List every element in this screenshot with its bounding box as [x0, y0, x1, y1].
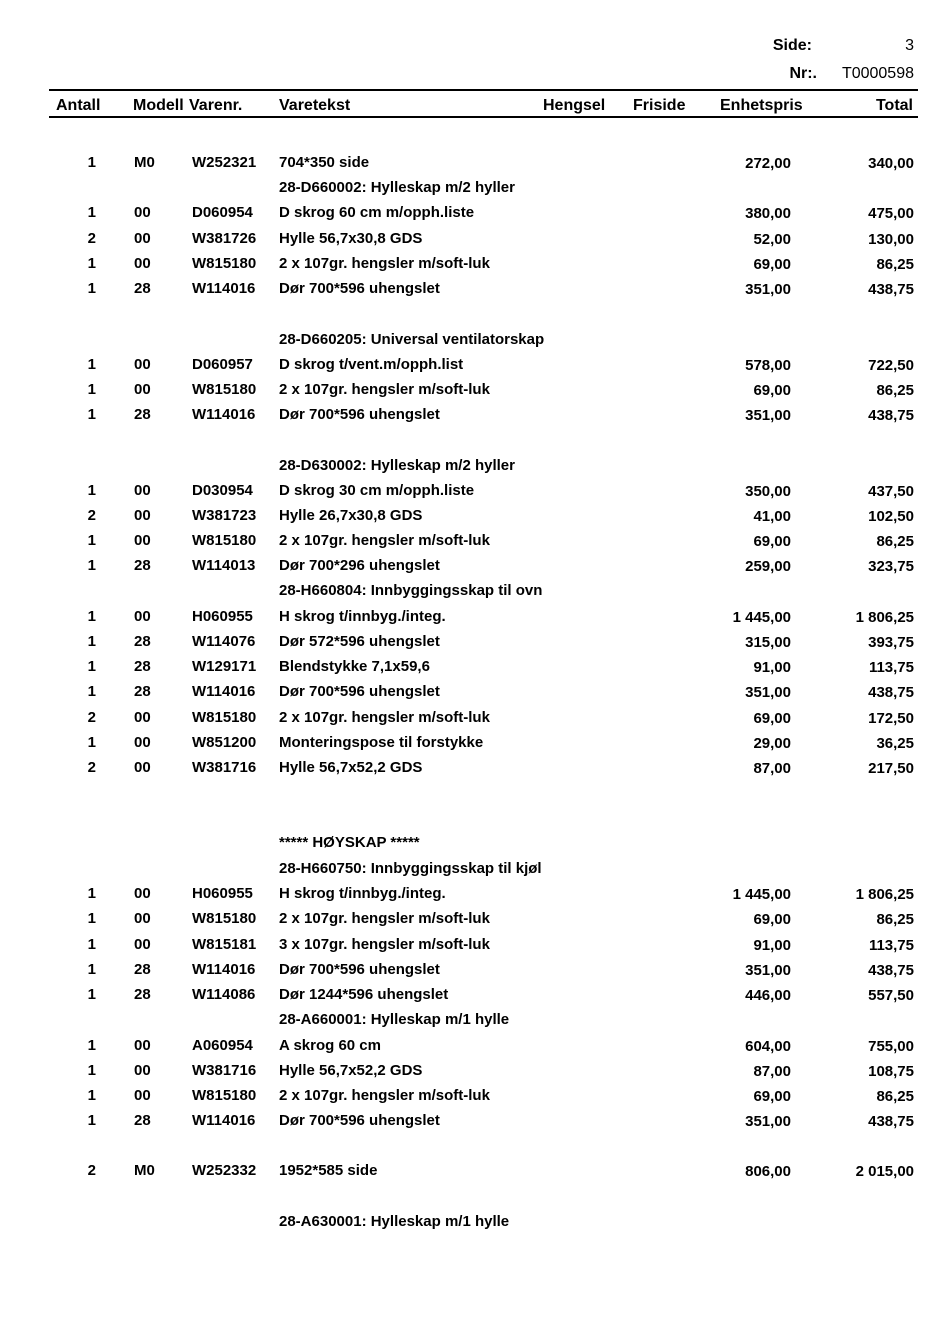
cell-varetekst: 2 x 107gr. hengsler m/soft-luk	[279, 709, 490, 726]
cell-total: 722,50	[868, 357, 914, 374]
cell-varetekst: 3 x 107gr. hengsler m/soft-luk	[279, 936, 490, 953]
col-header-enhetspris: Enhetspris	[720, 97, 803, 114]
cell-enhetspris: 69,00	[753, 911, 791, 928]
cell-modell: 28	[134, 280, 151, 297]
cell-total: 1 806,25	[855, 609, 914, 626]
cell-enhetspris: 69,00	[753, 1088, 791, 1105]
cell-varenr: A060954	[192, 1037, 253, 1054]
cell-modell: 00	[134, 381, 151, 398]
cell-total: 172,50	[868, 710, 914, 727]
cell-modell: 00	[134, 255, 151, 272]
cell-varetekst: Blendstykke 7,1x59,6	[279, 658, 430, 675]
nr-label: Nr:.	[789, 65, 817, 82]
cell-enhetspris: 351,00	[745, 407, 791, 424]
cell-total: 86,25	[876, 256, 914, 273]
cell-varetekst: 2 x 107gr. hengsler m/soft-luk	[279, 532, 490, 549]
cell-modell: 00	[134, 759, 151, 776]
cell-enhetspris: 87,00	[753, 1063, 791, 1080]
cell-varetekst: D skrog 30 cm m/opph.liste	[279, 482, 475, 499]
cell-varetekst: Dør 700*596 uhengslet	[279, 280, 440, 297]
cell-varenr: W815181	[192, 936, 257, 953]
col-header-friside: Friside	[633, 97, 686, 114]
cell-varenr: W815180	[192, 255, 257, 272]
cell-modell: 00	[134, 910, 151, 927]
cell-antall: 1	[87, 961, 96, 978]
cell-varetekst: Dør 700*596 uhengslet	[279, 1112, 440, 1129]
cell-varenr: W114086	[192, 986, 256, 1003]
col-header-modell: Modell	[133, 97, 184, 114]
cell-modell: 28	[134, 406, 151, 423]
cell-modell: M0	[134, 1162, 155, 1179]
cell-enhetspris: 1 445,00	[732, 609, 791, 626]
cell-total: 438,75	[868, 281, 914, 298]
cell-enhetspris: 52,00	[753, 231, 791, 248]
cell-varenr: W815180	[192, 709, 257, 726]
cell-varenr: H060955	[192, 885, 253, 902]
cell-varenr: W114016	[192, 961, 256, 978]
cell-antall: 1	[87, 683, 96, 700]
cell-modell: 00	[134, 204, 151, 221]
cell-varetekst: 704*350 side	[279, 154, 370, 171]
cell-varetekst: D skrog t/vent.m/opph.list	[279, 356, 464, 373]
cell-modell: 00	[134, 230, 151, 247]
cell-varetekst: Dør 572*596 uhengslet	[279, 633, 440, 650]
cell-varetekst: H skrog t/innbyg./integ.	[279, 608, 446, 625]
section-heading: 28-H660750: Innbyggingsskap til kjøl	[279, 860, 542, 877]
cell-modell: 00	[134, 482, 151, 499]
cell-modell: 00	[134, 1087, 151, 1104]
cell-varenr: W815180	[192, 910, 257, 927]
cell-antall: 1	[87, 381, 96, 398]
cell-antall: 1	[87, 356, 96, 373]
col-header-antall: Antall	[56, 97, 101, 114]
cell-varetekst: Dør 1244*596 uhengslet	[279, 986, 449, 1003]
cell-varenr: W851200	[192, 734, 257, 751]
cell-total: 438,75	[868, 962, 914, 979]
cell-antall: 1	[87, 885, 96, 902]
cell-varenr: H060955	[192, 608, 253, 625]
cell-modell: 28	[134, 683, 151, 700]
cell-varetekst: Monteringspose til forstykke	[279, 734, 484, 751]
cell-varenr: W815180	[192, 1087, 257, 1104]
cell-modell: 00	[134, 507, 151, 524]
cell-antall: 1	[87, 633, 96, 650]
cell-enhetspris: 578,00	[745, 357, 791, 374]
cell-antall: 1	[87, 280, 96, 297]
cell-antall: 1	[87, 910, 96, 927]
cell-total: 108,75	[868, 1063, 914, 1080]
cell-antall: 1	[87, 608, 96, 625]
cell-enhetspris: 91,00	[753, 937, 791, 954]
section-heading: 28-D630002: Hylleskap m/2 hyller	[279, 457, 515, 474]
cell-antall: 2	[87, 759, 96, 776]
cell-varenr: W381726	[192, 230, 257, 247]
cell-varetekst: 2 x 107gr. hengsler m/soft-luk	[279, 255, 490, 272]
cell-varenr: D060954	[192, 204, 253, 221]
cell-varenr: W815180	[192, 532, 257, 549]
cell-total: 755,00	[868, 1038, 914, 1055]
cell-antall: 2	[87, 709, 96, 726]
cell-modell: 28	[134, 557, 151, 574]
cell-modell: 28	[134, 986, 151, 1003]
cell-enhetspris: 351,00	[745, 962, 791, 979]
cell-varetekst: Dør 700*596 uhengslet	[279, 961, 440, 978]
cell-enhetspris: 272,00	[745, 155, 791, 172]
cell-enhetspris: 91,00	[753, 659, 791, 676]
cell-modell: 00	[134, 936, 151, 953]
cell-varenr: W381716	[192, 1062, 257, 1079]
cell-total: 323,75	[868, 558, 914, 575]
cell-enhetspris: 69,00	[753, 382, 791, 399]
cell-antall: 1	[87, 406, 96, 423]
cell-antall: 2	[87, 507, 96, 524]
cell-total: 36,25	[876, 735, 914, 752]
cell-varenr: W114016	[192, 1112, 256, 1129]
cell-varenr: W815180	[192, 381, 257, 398]
cell-varetekst: A skrog 60 cm	[279, 1037, 381, 1054]
cell-enhetspris: 806,00	[745, 1163, 791, 1180]
cell-varenr: W252332	[192, 1162, 257, 1179]
col-header-varetekst: Varetekst	[279, 97, 351, 114]
cell-antall: 1	[87, 255, 96, 272]
cell-total: 475,00	[868, 205, 914, 222]
cell-total: 393,75	[868, 634, 914, 651]
col-header-hengsel: Hengsel	[543, 97, 606, 114]
cell-total: 113,75	[868, 659, 914, 676]
nr-value: T0000598	[841, 65, 914, 82]
cell-varenr: W381723	[192, 507, 257, 524]
cell-enhetspris: 604,00	[745, 1038, 791, 1055]
cell-varetekst: 2 x 107gr. hengsler m/soft-luk	[279, 910, 490, 927]
cell-varetekst: D skrog 60 cm m/opph.liste	[279, 204, 475, 221]
cell-enhetspris: 351,00	[745, 281, 791, 298]
section-heading: ***** HØYSKAP *****	[279, 834, 420, 851]
cell-antall: 2	[87, 1162, 96, 1179]
cell-varetekst: Dør 700*596 uhengslet	[279, 683, 440, 700]
cell-varetekst: 2 x 107gr. hengsler m/soft-luk	[279, 381, 490, 398]
cell-modell: 28	[134, 658, 151, 675]
cell-modell: 28	[134, 1112, 151, 1129]
cell-antall: 1	[87, 532, 96, 549]
cell-varetekst: 1952*585 side	[279, 1162, 378, 1179]
cell-antall: 1	[87, 734, 96, 751]
cell-total: 340,00	[868, 155, 914, 172]
cell-varenr: W129171	[192, 658, 257, 675]
section-heading: 28-D660205: Universal ventilatorskap	[279, 331, 545, 348]
col-header-varenr: Varenr.	[189, 97, 243, 114]
cell-modell: 00	[134, 532, 151, 549]
cell-antall: 1	[87, 204, 96, 221]
cell-total: 1 806,25	[855, 886, 914, 903]
cell-varetekst: Hylle 56,7x52,2 GDS	[279, 1062, 423, 1079]
cell-enhetspris: 315,00	[745, 634, 791, 651]
cell-total: 86,25	[876, 533, 914, 550]
cell-varenr: W114016	[192, 406, 256, 423]
cell-varenr: D030954	[192, 482, 253, 499]
cell-modell: 00	[134, 356, 151, 373]
cell-antall: 1	[87, 936, 96, 953]
cell-antall: 1	[87, 1087, 96, 1104]
cell-enhetspris: 69,00	[753, 256, 791, 273]
cell-total: 86,25	[876, 911, 914, 928]
cell-enhetspris: 259,00	[745, 558, 791, 575]
cell-varenr: W114076	[192, 633, 256, 650]
cell-enhetspris: 87,00	[753, 760, 791, 777]
cell-antall: 1	[87, 986, 96, 1003]
cell-modell: 00	[134, 608, 151, 625]
cell-total: 113,75	[868, 937, 914, 954]
cell-antall: 1	[87, 1037, 96, 1054]
cell-antall: 1	[87, 1112, 96, 1129]
cell-varenr: D060957	[192, 356, 253, 373]
cell-varenr: W114016	[192, 280, 256, 297]
cell-varetekst: Dør 700*296 uhengslet	[279, 557, 440, 574]
cell-modell: 00	[134, 885, 151, 902]
side-value: 3	[905, 37, 914, 54]
cell-enhetspris: 1 445,00	[732, 886, 791, 903]
cell-varenr: W114013	[192, 557, 256, 574]
cell-modell: 00	[134, 1037, 151, 1054]
cell-total: 86,25	[876, 382, 914, 399]
cell-total: 438,75	[868, 407, 914, 424]
side-label: Side:	[772, 37, 812, 54]
cell-varenr: W114016	[192, 683, 256, 700]
cell-enhetspris: 446,00	[745, 987, 791, 1004]
cell-enhetspris: 351,00	[745, 684, 791, 701]
cell-total: 438,75	[868, 1113, 914, 1130]
cell-varetekst: 2 x 107gr. hengsler m/soft-luk	[279, 1087, 490, 1104]
cell-varetekst: H skrog t/innbyg./integ.	[279, 885, 446, 902]
cell-total: 557,50	[868, 987, 914, 1004]
cell-modell: M0	[134, 154, 155, 171]
cell-enhetspris: 29,00	[753, 735, 791, 752]
cell-antall: 1	[87, 482, 96, 499]
cell-total: 437,50	[868, 483, 914, 500]
cell-enhetspris: 351,00	[745, 1113, 791, 1130]
cell-antall: 1	[87, 154, 96, 171]
section-heading: 28-D660002: Hylleskap m/2 hyller	[279, 179, 515, 196]
cell-total: 86,25	[876, 1088, 914, 1105]
cell-total: 102,50	[868, 508, 914, 525]
cell-modell: 00	[134, 734, 151, 751]
cell-total: 2 015,00	[855, 1163, 914, 1180]
cell-total: 438,75	[868, 684, 914, 701]
cell-varetekst: Hylle 56,7x30,8 GDS	[279, 230, 423, 247]
cell-varenr: W252321	[192, 154, 257, 171]
cell-modell: 00	[134, 1062, 151, 1079]
cell-modell: 00	[134, 709, 151, 726]
cell-enhetspris: 69,00	[753, 710, 791, 727]
cell-varetekst: Hylle 26,7x30,8 GDS	[279, 507, 423, 524]
cell-antall: 1	[87, 1062, 96, 1079]
cell-varetekst: Hylle 56,7x52,2 GDS	[279, 759, 423, 776]
cell-antall: 2	[87, 230, 96, 247]
col-header-total: Total	[875, 97, 913, 114]
cell-total: 130,00	[868, 231, 914, 248]
section-heading: 28-A660001: Hylleskap m/1 hylle	[279, 1011, 510, 1028]
cell-modell: 28	[134, 961, 151, 978]
cell-varetekst: Dør 700*596 uhengslet	[279, 406, 440, 423]
cell-enhetspris: 350,00	[745, 483, 791, 500]
cell-antall: 1	[87, 557, 96, 574]
section-heading: 28-H660804: Innbyggingsskap til ovn	[279, 582, 543, 599]
cell-enhetspris: 69,00	[753, 533, 791, 550]
section-heading: 28-A630001: Hylleskap m/1 hylle	[279, 1213, 510, 1230]
cell-varenr: W381716	[192, 759, 257, 776]
cell-modell: 28	[134, 633, 151, 650]
cell-antall: 1	[87, 658, 96, 675]
cell-enhetspris: 41,00	[753, 508, 791, 525]
cell-total: 217,50	[868, 760, 914, 777]
cell-enhetspris: 380,00	[745, 205, 791, 222]
